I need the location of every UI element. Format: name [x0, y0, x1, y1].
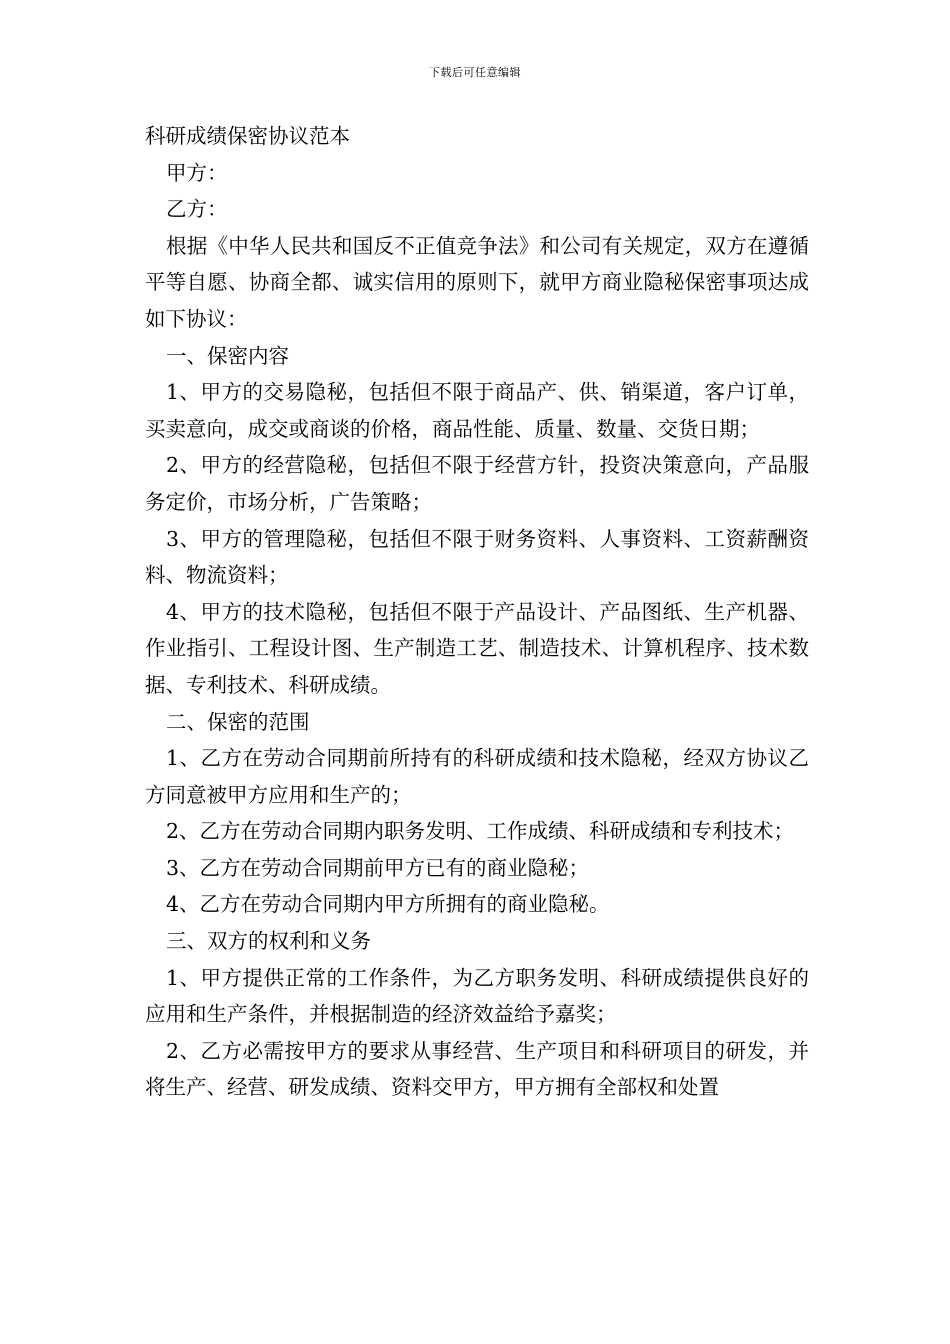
page-header: 下载后可任意编辑	[429, 66, 521, 79]
clause-paragraph: 2、乙方必需按甲方的要求从事经营、生产项目和科研项目的研发，并将生产、经营、研发成绩、资料交甲方，甲方拥有全部权和处置	[145, 1038, 809, 1100]
clause-paragraph: 2、乙方在劳动合同期内职务发明、工作成绩、科研成绩和专利技术；	[166, 819, 795, 844]
clause-paragraph: 2、甲方的经营隐秘，包括但不限于经营方针，投资决策意向，产品服务定价，市场分析，广告策略；	[145, 453, 809, 514]
party-b-line: 乙方：	[166, 197, 228, 222]
party-a-line: 甲方：	[166, 160, 228, 185]
clause-paragraph: 1、甲方提供正常的工作条件，为乙方职务发明、科研成绩提供良好的应用和生产条件，并根据制造的经济效益给予嘉奖；	[145, 965, 809, 1027]
document-body	[145, 118, 809, 1106]
preamble-paragraph: 根据《中华人民共和国反不正值竞争法》和公司有关规定，双方在遵循平等自愿、协商全都、诚实信用的原则下，就甲方商业隐秘保密事项达成如下协议：	[145, 233, 809, 331]
section-heading: 一、保密内容	[166, 343, 289, 368]
clause-paragraph: 1、甲方的交易隐秘，包括但不限于商品产、供、销渠道，客户订单，买卖意向，成交或商谈的价格，商品性能、质量、数量、交货日期；	[145, 380, 809, 441]
section-heading: 三、双方的权利和义务	[166, 929, 371, 954]
clause-paragraph: 4、甲方的技术隐秘，包括但不限于产品设计、产品图纸、生产机器、作业指引、工程设计图、生产制造工艺、制造技术、计算机程序、技术数据、专利技术、科研成绩。	[145, 599, 809, 697]
clause-paragraph: 3、乙方在劳动合同期前甲方已有的商业隐秘；	[166, 855, 590, 880]
clause-paragraph: 4、乙方在劳动合同期内甲方所拥有的商业隐秘。	[166, 892, 610, 917]
document-title: 科研成绩保密协议范本	[145, 124, 350, 148]
section-heading: 二、保密的范围	[166, 709, 310, 734]
clause-paragraph: 1、乙方在劳动合同期前所持有的科研成绩和技术隐秘，经双方协议乙方同意被甲方应用和生产的；	[145, 746, 809, 807]
clause-paragraph: 3、甲方的管理隐秘，包括但不限于财务资料、人事资料、工资薪酬资料、物流资料；	[145, 526, 809, 588]
